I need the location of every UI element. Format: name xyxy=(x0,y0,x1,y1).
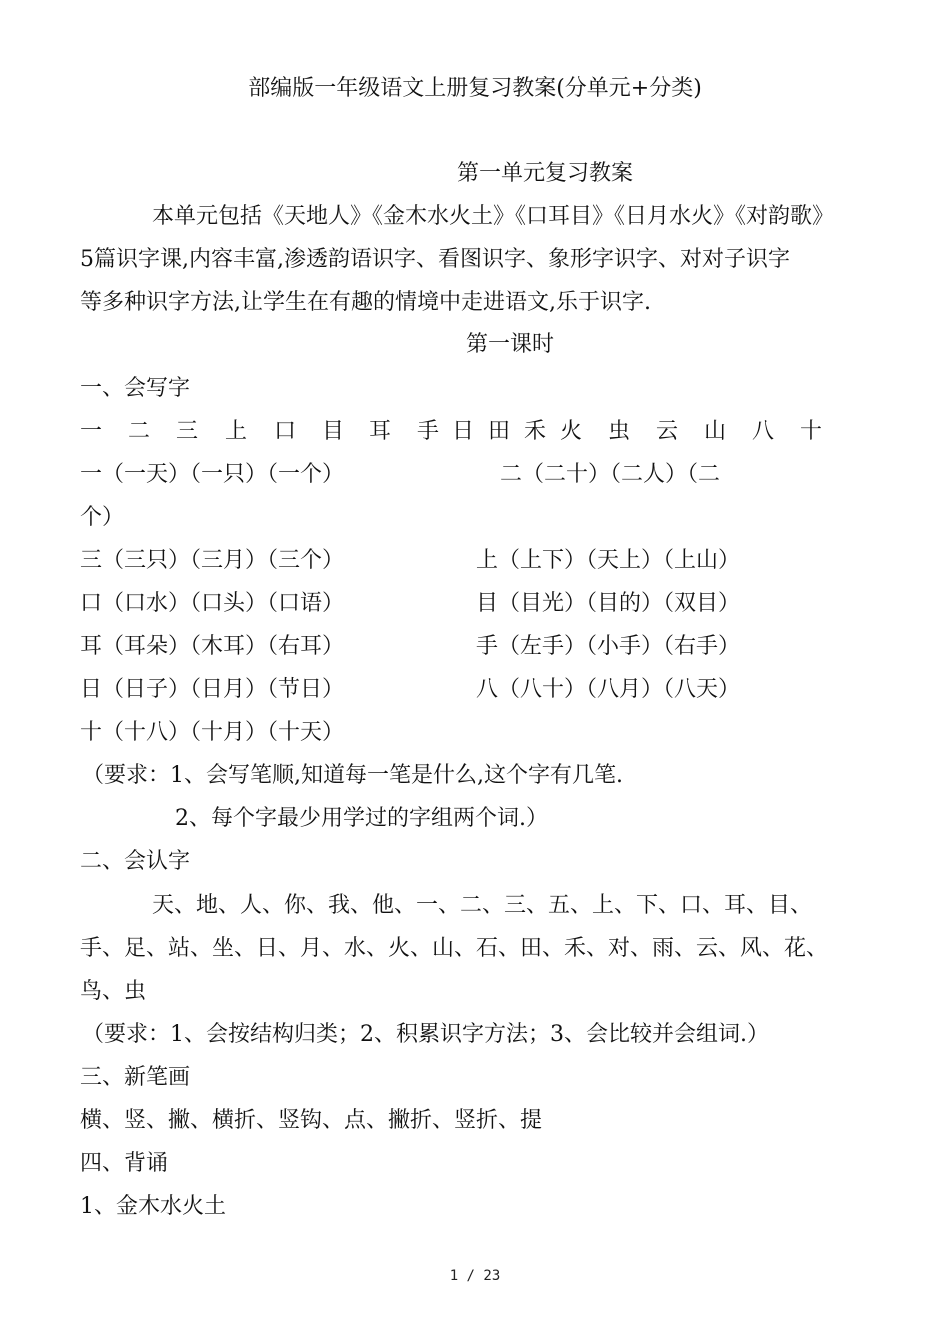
recognize-chars-line: 鸟、虫 xyxy=(80,979,147,1004)
section-heading-strokes: 三、新笔画 xyxy=(80,1065,191,1090)
write-char: 禾 xyxy=(524,419,547,444)
recognize-chars-line: 手、足、站、坐、日、月、水、火、山、石、田、禾、对、雨、云、风、花、 xyxy=(80,936,829,961)
word-group-left: 日（日子）（日月）（节日） xyxy=(80,677,345,702)
write-chars-row xyxy=(80,417,840,447)
requirement-text: （要求：1、会按结构归类；2、积累识字方法；3、会比较并会组词.） xyxy=(82,1022,769,1047)
section-heading-recite: 四、背诵 xyxy=(80,1151,169,1176)
document-title: 部编版一年级语文上册复习教案(分单元+分类) xyxy=(248,76,702,101)
write-char: 一 xyxy=(80,419,103,444)
write-char: 虫 xyxy=(608,419,631,444)
word-group-right: 八（八十）（八月）（八天） xyxy=(476,677,741,702)
word-group-left: 十（十八）（十月）（十天） xyxy=(80,720,345,745)
intro-line-1: 本单元包括《天地人》《金木水火土》《口耳目》《日月水火》《对韵歌》 xyxy=(152,204,835,229)
requirement-text: 2、每个字最少用学过的字组两个词.） xyxy=(175,806,548,831)
write-char: 上 xyxy=(225,419,248,444)
recognize-chars-line: 天、地、人、你、我、他、一、二、三、五、上、下、口、耳、目、 xyxy=(152,893,813,918)
unit-title: 第一单元复习教案 xyxy=(456,161,633,186)
page-indicator: 1 / 23 xyxy=(449,1268,501,1284)
word-group-right: 二（二十）（二人）（二 xyxy=(500,462,721,487)
word-group-right: 目（目光）（目的）（双目） xyxy=(476,591,741,616)
word-group-wrap: 个） xyxy=(80,505,125,530)
write-char: 手 xyxy=(417,419,440,444)
write-char: 火 xyxy=(560,419,583,444)
section-heading-write: 一、会写字 xyxy=(80,376,191,401)
write-char: 云 xyxy=(656,419,679,444)
write-char: 田 xyxy=(488,419,511,444)
recite-item: 1、金木水火土 xyxy=(80,1194,226,1219)
word-group-left: 一（一天）（一只）（一个） xyxy=(80,462,345,487)
write-char: 口 xyxy=(274,419,297,444)
word-group-left: 三（三只）（三月）（三个） xyxy=(80,548,345,573)
write-char: 目 xyxy=(322,419,345,444)
word-group-left: 耳（耳朵）（木耳）（右耳） xyxy=(80,634,345,659)
write-char: 十 xyxy=(800,419,823,444)
write-char: 耳 xyxy=(369,419,392,444)
write-char: 八 xyxy=(752,419,775,444)
write-char: 三 xyxy=(176,419,199,444)
write-char: 日 xyxy=(452,419,475,444)
word-group-right: 手（左手）（小手）（右手） xyxy=(476,634,741,659)
intro-line-3: 等多种识字方法,让学生在有趣的情境中走进语文,乐于识字. xyxy=(80,290,651,315)
word-group-right: 上（上下）（天上）（上山） xyxy=(476,548,741,573)
lesson-title: 第一课时 xyxy=(465,332,554,357)
intro-line-2: 5篇识字课,内容丰富,渗透韵语识字、看图识字、象形字识字、对对子识字 xyxy=(80,247,790,272)
strokes-list: 横、竖、撇、横折、竖钩、点、撇折、竖折、提 xyxy=(80,1108,543,1133)
section-heading-recognize: 二、会认字 xyxy=(80,849,191,874)
requirement-text: （要求：1、会写笔顺,知道每一笔是什么,这个字有几笔. xyxy=(82,763,623,788)
word-group-left: 口（口水）（口头）（口语） xyxy=(80,591,345,616)
write-char: 二 xyxy=(128,419,151,444)
write-char: 山 xyxy=(704,419,727,444)
